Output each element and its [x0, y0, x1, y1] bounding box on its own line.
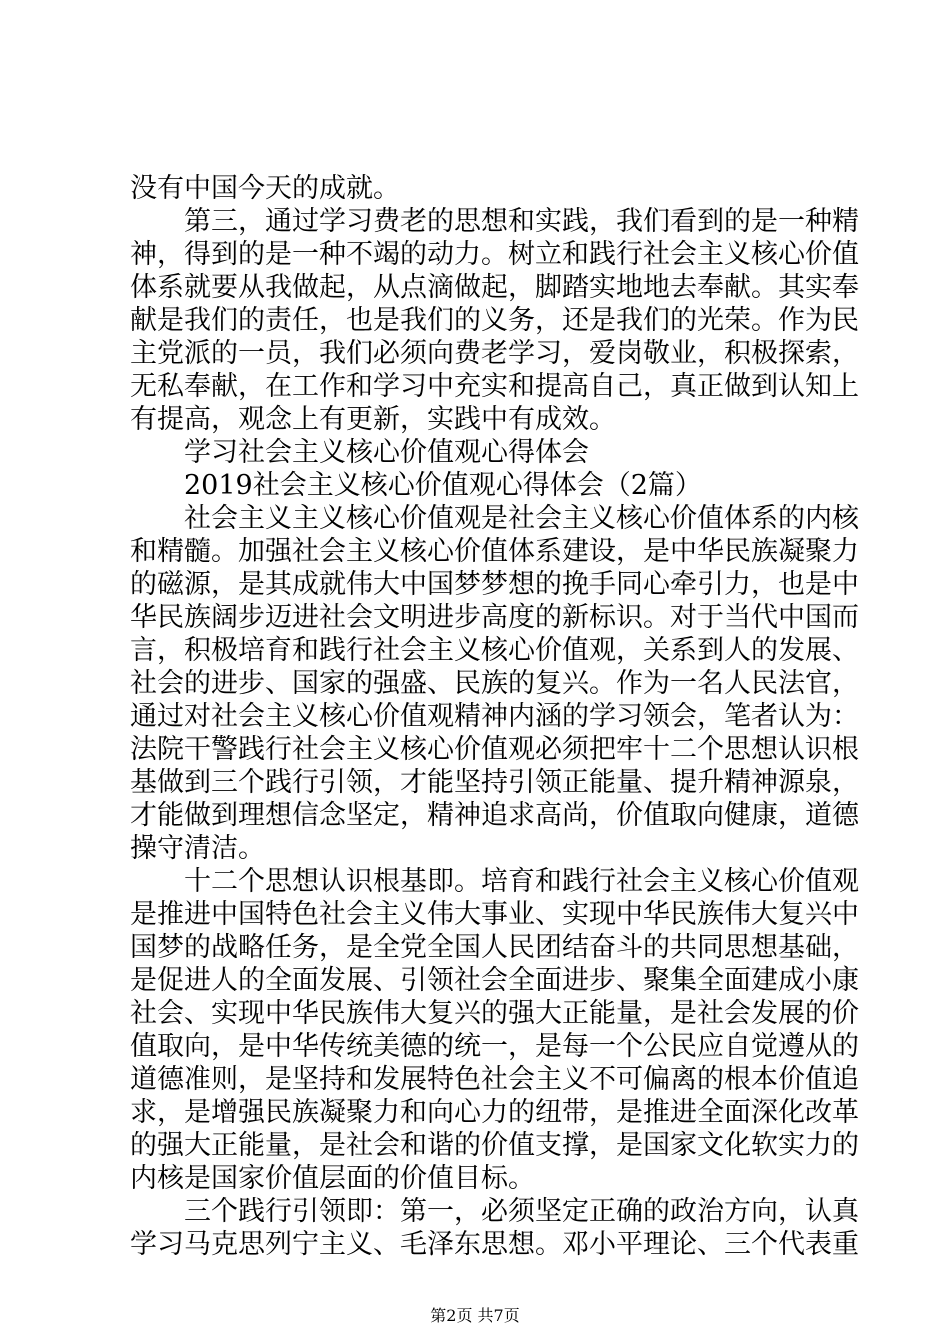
text-line: 主党派的一员，我们必须向费老学习，爱岗敬业，积极探索，: [130, 338, 859, 369]
text-line: 第三，通过学习费老的思想和实践，我们看到的是一种精: [184, 206, 859, 237]
text-line: 言，积极培育和践行社会主义核心价值观，关系到人的发展、: [130, 635, 859, 666]
text-line: 社会主义主义核心价值观是社会主义核心价值体系的内核: [184, 503, 859, 534]
text-line: 献是我们的责任，也是我们的义务，还是我们的光荣。作为民: [130, 305, 859, 336]
text-line: 社会的进步、国家的强盛、民族的复兴。作为一名人民法官，: [130, 668, 859, 699]
text-line: 没有中国今天的成就。: [130, 173, 400, 204]
section-title: 学习社会主义核心价值观心得体会: [184, 437, 589, 468]
text-line: 三个践行引领即：第一，必须坚定正确的政治方向，认真: [184, 1196, 859, 1227]
text-line: 神，得到的是一种不竭的动力。树立和践行社会主义核心价值: [130, 239, 859, 270]
text-line: 十二个思想认识根基即。培育和践行社会主义核心价值观: [184, 866, 859, 897]
text-line: 体系就要从我做起，从点滴做起，脚踏实地地去奉献。其实奉: [130, 272, 859, 303]
text-line: 通过对社会主义核心价值观精神内涵的学习领会，笔者认为：: [130, 701, 859, 732]
text-line: 无私奉献，在工作和学习中充实和提高自己，真正做到认知上: [130, 371, 859, 402]
text-line: 内核是国家价值层面的价值目标。: [130, 1163, 535, 1194]
text-line: 的强大正能量，是社会和谐的价值支撑，是国家文化软实力的: [130, 1130, 859, 1161]
text-line: 基做到三个践行引领，才能坚持引领正能量、提升精神源泉，: [130, 767, 859, 798]
text-line: 学习马克思列宁主义、毛泽东思想。邓小平理论、三个代表重: [130, 1229, 859, 1260]
text-line: 和精髓。加强社会主义核心价值体系建设，是中华民族凝聚力: [130, 536, 859, 567]
text-line: 求，是增强民族凝聚力和向心力的纽带，是推进全面深化改革: [130, 1097, 859, 1128]
text-line: 才能做到理想信念坚定，精神追求高尚，价值取向健康，道德: [130, 800, 859, 831]
text-line: 是推进中国特色社会主义伟大事业、实现中华民族伟大复兴中: [130, 899, 859, 930]
page-number: 第2页 共7页: [430, 1306, 520, 1325]
text-line: 值取向，是中华传统美德的统一，是每一个公民应自觉遵从的: [130, 1031, 859, 1062]
text-line: 有提高，观念上有更新，实践中有成效。: [130, 404, 616, 435]
text-line: 操守清洁。: [130, 833, 265, 864]
text-line: 华民族阔步迈进社会文明进步高度的新标识。对于当代中国而: [130, 602, 859, 633]
text-line: 法院干警践行社会主义核心价值观必须把牢十二个思想认识根: [130, 734, 859, 765]
text-line: 是促进人的全面发展、引领社会全面进步、聚集全面建成小康: [130, 965, 859, 996]
text-line: 社会、实现中华民族伟大复兴的强大正能量，是社会发展的价: [130, 998, 859, 1029]
article-title: 2019社会主义核心价值观心得体会（2篇）: [184, 470, 702, 501]
text-line: 道德准则，是坚持和发展特色社会主义不可偏离的根本价值追: [130, 1064, 859, 1095]
text-line: 的磁源，是其成就伟大中国梦梦想的挽手同心牵引力，也是中: [130, 569, 859, 600]
text-line: 国梦的战略任务，是全党全国人民团结奋斗的共同思想基础，: [130, 932, 859, 963]
